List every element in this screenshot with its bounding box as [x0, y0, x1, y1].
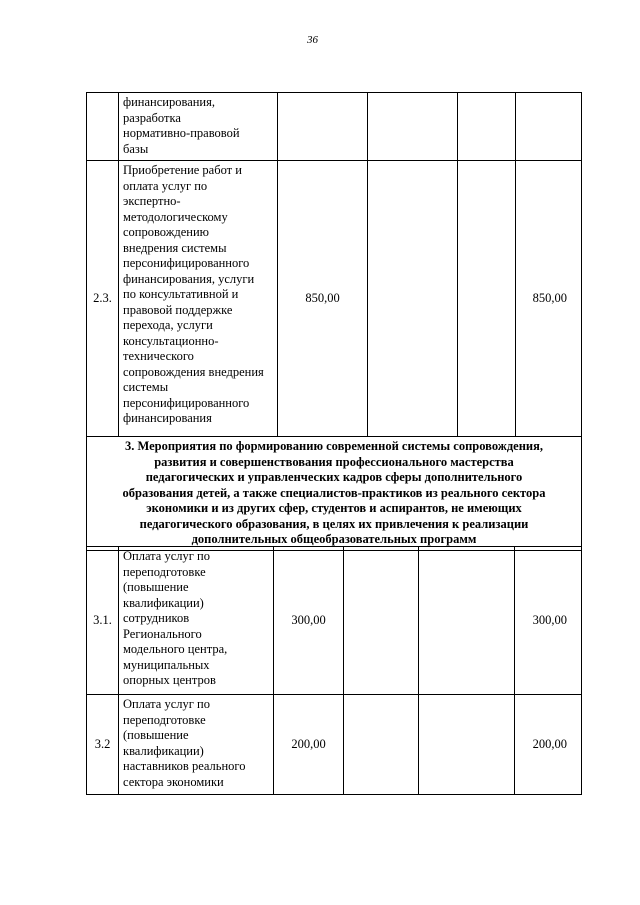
- row-number: 3.2: [87, 695, 119, 795]
- description-line: сотрудников: [123, 611, 190, 625]
- heading-line: образования детей, а также специалистов-практиков из реального сектора: [122, 485, 546, 500]
- amount-cell: 200,00: [274, 695, 344, 795]
- description-line: по консультативной и: [123, 287, 239, 301]
- amount-cell: 300,00: [515, 547, 582, 695]
- heading-line: педагогических и управленческих кадров сферы дополнительного: [145, 470, 523, 484]
- description-line: Приобретение работ и: [123, 163, 242, 177]
- description-line: опорных центров: [123, 673, 216, 687]
- description-line: сопровождения внедрения: [123, 364, 264, 379]
- row-number: [87, 93, 119, 161]
- page-number: 36: [307, 34, 318, 46]
- description-line: перехода, услуги: [123, 318, 213, 332]
- row-description: [119, 93, 278, 161]
- description-line: переподготовке: [123, 564, 206, 579]
- row-description: [119, 161, 278, 437]
- description-line: системы: [123, 380, 169, 394]
- description-line: (повышение: [123, 580, 189, 594]
- description-line: экспертно-: [123, 194, 181, 208]
- amount-cell: [458, 161, 516, 437]
- description-line: Регионального: [123, 626, 202, 641]
- heading-line: экономики и из других сфер, студентов и аспирантов, не имеющих: [146, 501, 522, 515]
- description-line: внедрения системы: [123, 240, 227, 255]
- amount-cell: [344, 547, 419, 695]
- table-row: [87, 547, 582, 695]
- description-line: переподготовке: [123, 712, 206, 727]
- heading-line: развития и совершенствования профессионального мастерства: [154, 454, 514, 469]
- description-line: Оплата услуг по: [123, 549, 210, 563]
- heading-line: 3. Мероприятия по формированию современной системы сопровождения,: [124, 439, 544, 453]
- description-line: консультационно-: [123, 333, 219, 348]
- description-line: нормативно-правовой: [123, 126, 240, 140]
- budget-table-bottom: [86, 546, 582, 795]
- amount-cell: 300,00: [274, 547, 344, 695]
- row-number: 3.1.: [87, 547, 119, 695]
- description-line: Оплата услуг по: [123, 697, 210, 711]
- amount-cell: [278, 93, 368, 161]
- description-line: технического: [123, 349, 194, 363]
- description-line: сектора экономики: [123, 774, 224, 789]
- description-line: правовой поддержке: [123, 302, 233, 317]
- description-line: наставников реального: [123, 759, 246, 773]
- table-row: [87, 161, 582, 437]
- description-line: персонифицированного: [123, 395, 250, 410]
- amount-cell: [419, 695, 515, 795]
- table-row: [87, 695, 582, 795]
- description-line: (повышение: [123, 728, 189, 742]
- description-line: квалификации): [123, 595, 204, 610]
- description-line: методологическому: [123, 209, 228, 224]
- description-line: модельного центра,: [123, 642, 228, 656]
- description-line: финансирования,: [123, 95, 215, 109]
- description-line: муниципальных: [123, 657, 210, 672]
- row-description: [119, 695, 274, 795]
- amount-cell: 200,00: [515, 695, 582, 795]
- description-line: финансирования: [123, 411, 212, 425]
- row-number: 2.3.: [87, 161, 119, 437]
- amount-cell: [344, 695, 419, 795]
- description-line: квалификации): [123, 743, 204, 758]
- amount-cell: [458, 93, 516, 161]
- amount-cell: [368, 93, 458, 161]
- heading-line: педагогического образования, в целях их привлечения к реализации: [139, 516, 529, 531]
- description-line: базы: [123, 141, 149, 156]
- table-row: [87, 93, 582, 161]
- description-line: сопровождению: [123, 225, 210, 239]
- row-description: [119, 547, 274, 695]
- heading-line: дополнительных общеобразовательных программ: [191, 532, 477, 546]
- amount-cell: [368, 161, 458, 437]
- amount-cell: 850,00: [516, 161, 582, 437]
- section-header-row: [87, 437, 582, 551]
- description-line: финансирования, услуги: [123, 271, 255, 286]
- amount-cell: [419, 547, 515, 695]
- description-line: персонифицированного: [123, 256, 250, 270]
- description-line: разработка: [123, 110, 181, 125]
- amount-cell: [516, 93, 582, 161]
- budget-table-top: [86, 92, 582, 551]
- section-3-heading: [87, 437, 582, 551]
- amount-cell: 850,00: [278, 161, 368, 437]
- description-line: оплата услуг по: [123, 178, 208, 193]
